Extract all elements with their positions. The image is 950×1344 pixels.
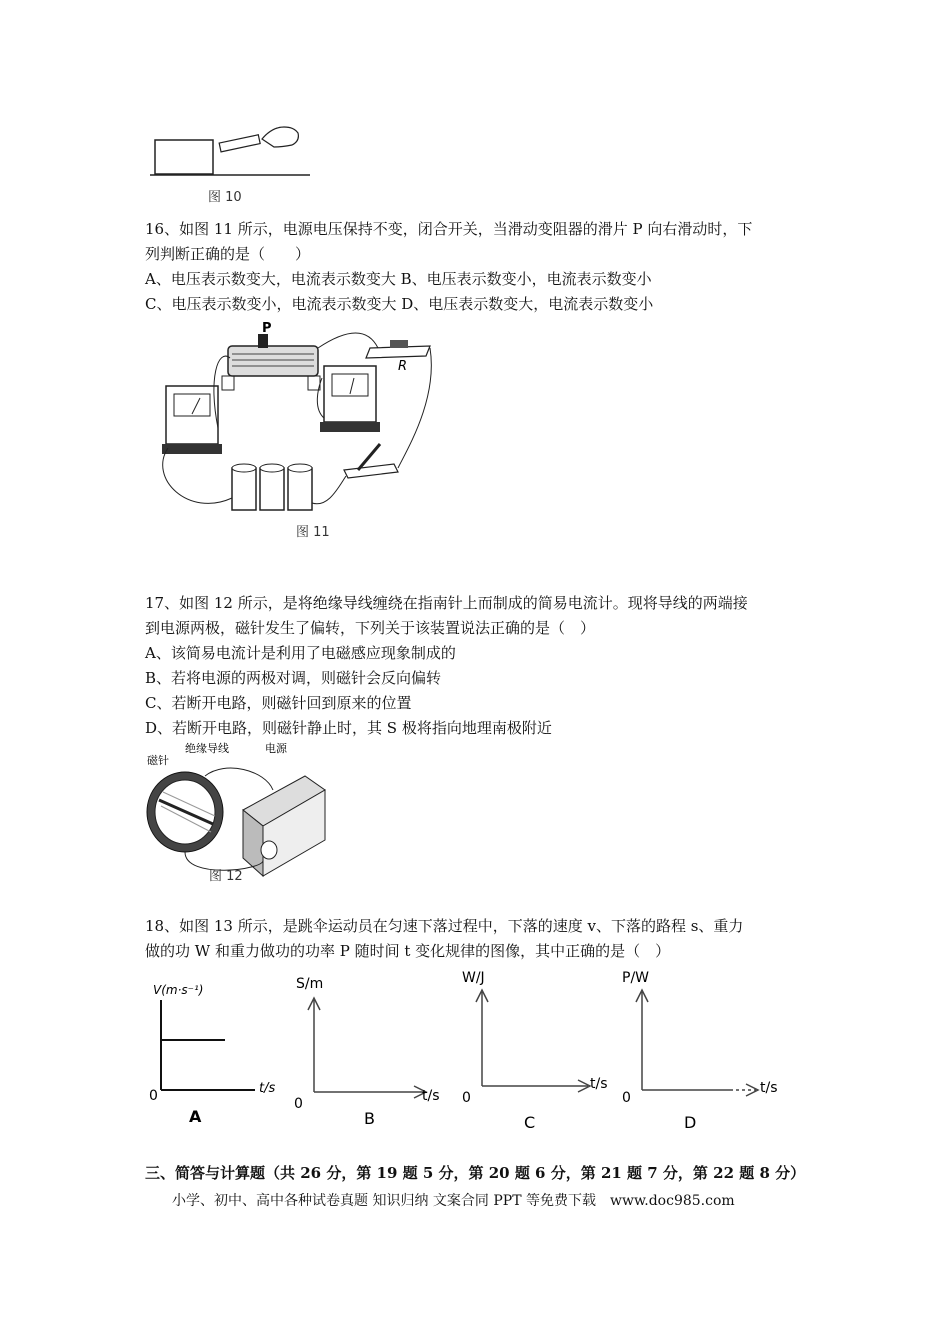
graph-b-origin: 0 [294, 1096, 303, 1112]
graph-d [620, 962, 800, 1132]
graph-d-xlabel: t/s [760, 1080, 778, 1096]
q16-stem-line1: 16、如图 11 所示，电源电压保持不变，闭合开关，当滑动变阻器的滑片 P 向右滑动时，下 [145, 220, 753, 238]
fig12-label-power: 电源 [265, 742, 287, 755]
resistor [366, 340, 430, 358]
graph-d-x-arrow [746, 1084, 758, 1096]
graph-b-letter: B [364, 1109, 375, 1128]
graph-a-xlabel: t/s [259, 1081, 276, 1096]
block [155, 140, 213, 174]
switch [344, 444, 398, 478]
q16-stem-line2: 列判断正确的是（ ） [145, 245, 311, 263]
rheostat [222, 334, 320, 390]
fig11-label-r: R [398, 359, 408, 374]
fig11-caption: 图 11 [296, 525, 330, 540]
figure-11 [148, 318, 448, 548]
q17-option-c: C、若断开电路，则磁针回到原来的位置 [145, 694, 412, 712]
figure-10 [150, 105, 320, 205]
hand-icon [262, 127, 298, 147]
compass [147, 772, 223, 852]
fig10-caption: 图 10 [208, 190, 242, 205]
graph-d-ylabel: P/W [622, 970, 650, 986]
figure-12 [145, 740, 335, 885]
graph-c-xlabel: t/s [590, 1076, 608, 1092]
q17-option-a: A、该简易电流计是利用了电磁感应现象制成的 [145, 644, 456, 662]
q17-option-d: D、若断开电路，则磁针静止时，其 S 极将指向地理南极附近 [145, 719, 552, 737]
q17-stem-line1: 17、如图 12 所示，是将绝缘导线缠绕在指南针上而制成的简易电流计。现将导线的两端接 [145, 594, 748, 612]
spring-scale [219, 135, 260, 152]
q17-option-b: B、若将电源的两极对调，则磁针会反向偏转 [145, 669, 442, 687]
graph-b-ylabel: S/m [296, 976, 324, 992]
section-3-heading: 三、简答与计算题（共 26 分，第 19 题 5 分，第 20 题 6 分，第 21 题 7 分，第 22 题 8 分） [145, 1164, 806, 1182]
graph-a-origin: 0 [149, 1088, 158, 1104]
q16-options-line2: C、电压表示数变小，电流表示数变大 D、电压表示数变大，电流表示数变小 [145, 295, 654, 313]
graph-d-letter: D [684, 1113, 697, 1132]
voltmeter [320, 366, 380, 432]
graph-b [290, 972, 460, 1132]
battery-holder [243, 776, 325, 876]
ammeter [162, 386, 222, 454]
fig12-label-needle: 磁针 [147, 754, 169, 767]
batteries [232, 464, 312, 510]
graph-d-origin: 0 [622, 1090, 631, 1106]
graph-b-xlabel: t/s [422, 1088, 440, 1104]
q17-stem-line2: 到电源两极，磁针发生了偏转，下列关于该装置说法正确的是（ ） [145, 619, 596, 637]
fig12-label-wire: 绝缘导线 [185, 742, 229, 755]
q16-options-line1: A、电压表示数变大，电流表示数变大 B、电压表示数变小，电流表示数变小 [145, 270, 652, 288]
q18-stem-line1: 18、如图 13 所示，是跳伞运动员在匀速下落过程中，下落的速度 v、下落的路程 s、重力 [145, 917, 744, 935]
graph-c-letter: C [524, 1113, 536, 1132]
graph-a-ylabel: V(m·s⁻¹) [153, 983, 204, 997]
graph-a [145, 972, 290, 1132]
fig11-label-p: P [262, 321, 272, 336]
graph-c-ylabel: W/J [462, 970, 485, 986]
footer-text: 小学、初中、高中各种试卷真题 知识归纳 文案合同 PPT 等免费下载 www.doc985.com [172, 1193, 735, 1209]
fig12-caption: 图 12 [209, 869, 243, 884]
graph-c-origin: 0 [462, 1090, 471, 1106]
graph-a-letter: A [189, 1107, 202, 1126]
q18-stem-line2: 做的功 W 和重力做功的功率 P 随时间 t 变化规律的图像，其中正确的是（ ） [145, 942, 671, 960]
graph-c [460, 962, 630, 1132]
